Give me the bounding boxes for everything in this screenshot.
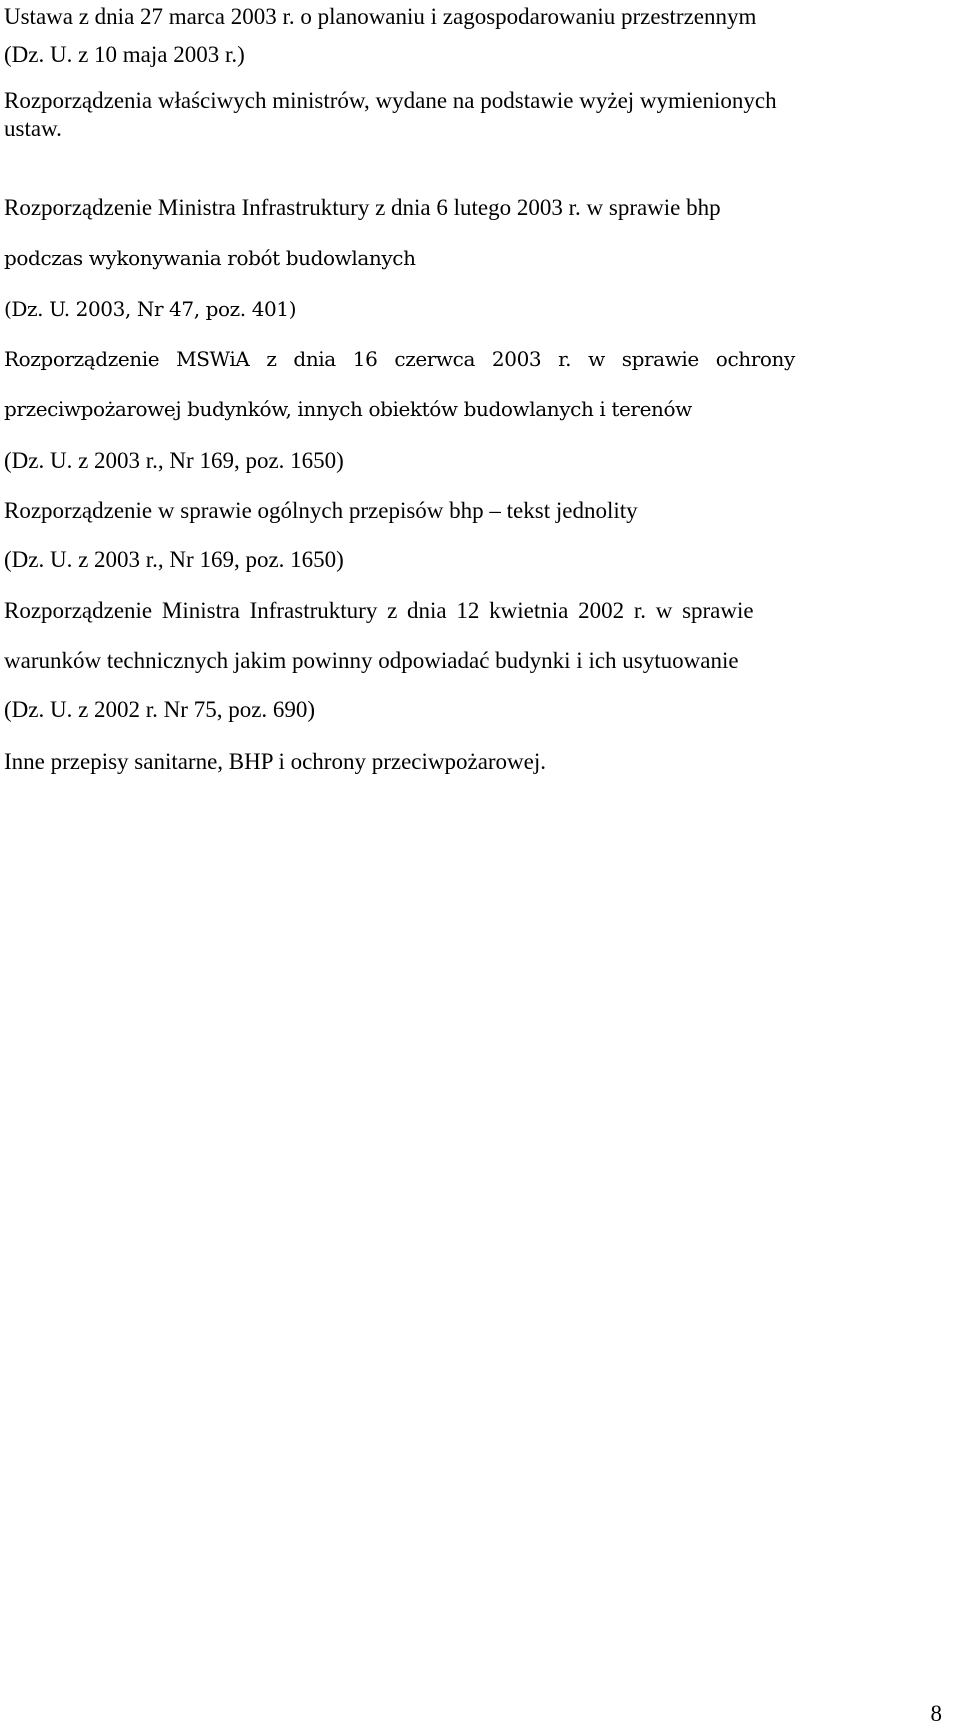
text-line: (Dz. U. z 2002 r. Nr 75, poz. 690)	[4, 697, 316, 722]
text-line: Inne przepisy sanitarne, BHP i ochrony przeciwpożarowej.	[4, 749, 547, 774]
text-line: (Dz. U. z 10 maja 2003 r.)	[4, 42, 245, 67]
text-line: Rozporządzenia właściwych ministrów, wydane na podstawie wyżej wymienionych	[4, 88, 777, 113]
text-line: (Dz. U. z 2003 r., Nr 169, poz. 1650)	[4, 547, 344, 572]
page-number: 8	[930, 1701, 942, 1726]
text-line: Rozporządzenie w sprawie ogólnych przepisów bhp – tekst jednolity	[4, 498, 638, 523]
text-line: podczas wykonywania robót budowlanych	[4, 246, 416, 270]
text-line: Rozporządzenie MSWiA z dnia 16 czerwca 2003 r. w sprawie ochrony	[4, 347, 795, 371]
text-line: (Dz. U. 2003, Nr 47, poz. 401)	[4, 297, 297, 321]
text-line: warunków technicznych jakim powinny odpowiadać budynki i ich usytuowanie	[4, 648, 739, 673]
text-line: Rozporządzenie Ministra Infrastruktury z dnia 6 lutego 2003 r. w sprawie bhp	[4, 195, 721, 220]
text-line: (Dz. U. z 2003 r., Nr 169, poz. 1650)	[4, 448, 344, 473]
text-line: przeciwpożarowej budynków, innych obiektów budowlanych i terenów	[4, 397, 692, 421]
text-line: Rozporządzenie Ministra Infrastruktury z dnia 12 kwietnia 2002 r. w sprawie	[4, 598, 754, 623]
text-line: Ustawa z dnia 27 marca 2003 r. o planowaniu i zagospodarowaniu przestrzennym	[4, 4, 757, 29]
text-line: ustaw.	[4, 116, 62, 141]
